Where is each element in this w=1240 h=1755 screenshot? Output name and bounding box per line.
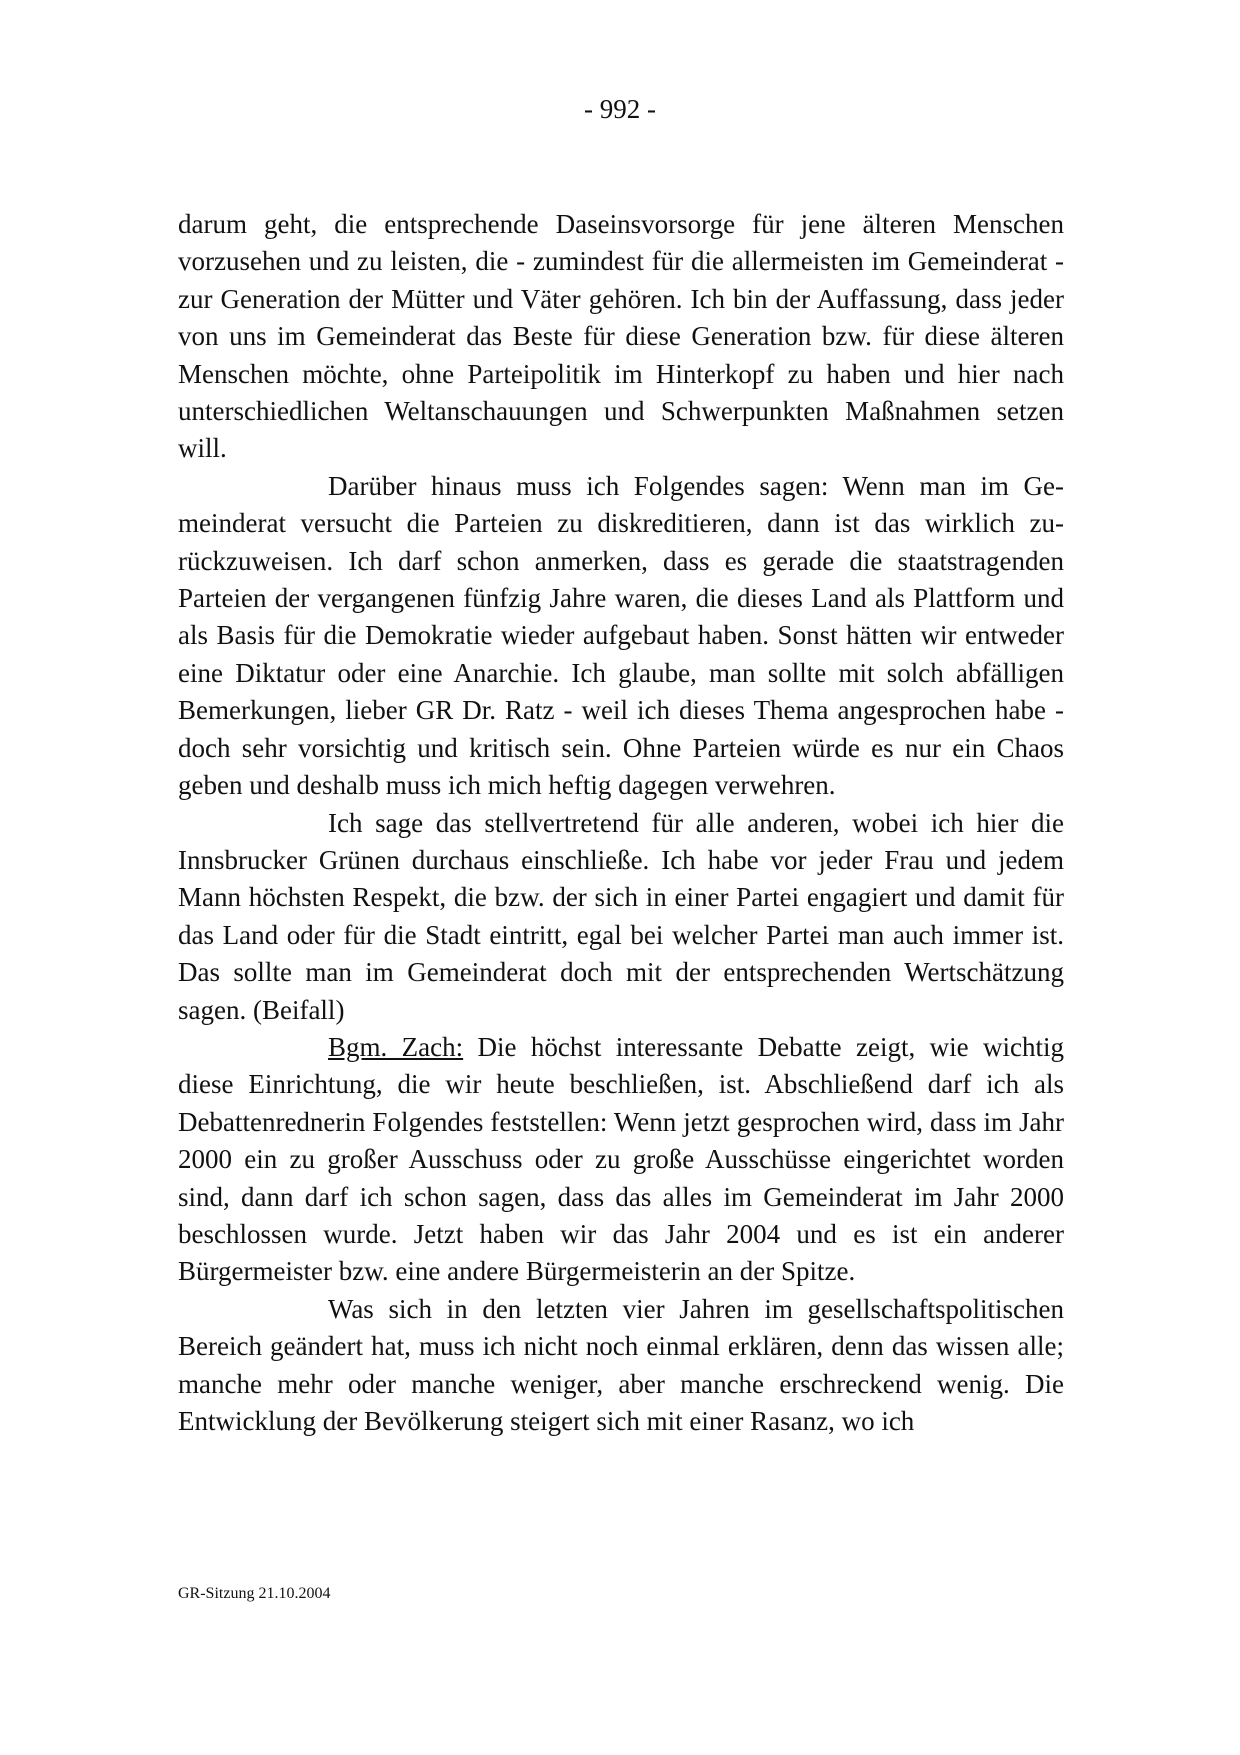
paragraph-3: Ich sage das stellvertretend für alle anderen, wobei ich hier die Innsbrucker Grünen durchaus einschließe. Ich habe vor jeder Frau und jedem Mann höchsten Respekt, die bzw. der sich in einer Partei engagiert und damit für das Land oder für die Stadt eintritt, egal bei welcher Partei man auch immer ist. Das sollte man im Gemeinderat doch mit der entsprechenden Wertschätzung sagen. (Beifall)	[178, 807, 1064, 1025]
footer-session-date: GR-Sitzung 21.10.2004	[178, 1585, 331, 1602]
paragraph-4	[178, 1029, 1064, 1291]
page-number: - 992 -	[584, 94, 656, 124]
paragraph-1: darum geht, die entsprechende Daseinsvorsorge für jene älteren Menschen vorzusehen und zu leisten, die - zumindest für die allermeisten im Gemeinderat - zur Generation der Mütter und Väter gehören. Ich bin der Auffassung, dass jeder von uns im Gemeinderat das Beste für diese Generation bzw. für diese älteren Menschen möchte, ohne Parteipolitik im Hinterkopf zu haben und hier nach unterschiedlichen Weltanschauungen und Schwerpunkten Maßnahmen setzen will.	[178, 209, 1064, 464]
paragraph-4-text: Die höchst interessante Debatte zeigt, wie wichtig diese Einrichtung, die wir heute beschließen, ist. Abschließend darf ich als Debattenrednerin Folgendes feststellen: Wenn jetzt gesprochen wird, dass im Jahr 2000 ein zu großer Ausschuss oder zu große Ausschüsse eingerichtet worden sind, dann darf ich schon sagen, dass das alles im Gemeinderat im Jahr 2000 beschlossen wurde. Jetzt haben wir das Jahr 2004 und es ist ein anderer Bürgermeister bzw. eine andere Bürgermeisterin an der Spitze.	[178, 1031, 1064, 1287]
speaker-name: Bgm. Zach:	[328, 1031, 464, 1062]
document-body	[178, 206, 1064, 1440]
paragraph-5: Was sich in den letzten vier Jahren im gesellschaftspolitischen Bereich geändert hat, muss ich nicht noch einmal erklären, denn das wissen alle; manche mehr oder manche weniger, aber manche erschreckend wenig. Die Entwicklung der Bevölkerung steigert sich mit einer Rasanz, wo ich	[178, 1293, 1064, 1436]
paragraph-2: Darüber hinaus muss ich Folgendes sagen: Wenn man im Gemeinderat versucht die Parteien zu diskreditieren, dann ist das wirklich zurückzuweisen. Ich darf schon anmerken, dass es gerade die staatstragenden Parteien der vergangenen fünfzig Jahre waren, die dieses Land als Plattform und als Basis für die Demokratie wieder aufgebaut haben. Sonst hätten wir entweder eine Diktatur oder eine Anarchie. Ich glaube, man sollte mit solch abfälligen Bemerkungen, lieber GR Dr. Ratz - weil ich dieses Thema angesprochen habe - doch sehr vorsichtig und kritisch sein. Ohne Parteien würde es nur ein Chaos geben und deshalb muss ich mich heftig dagegen verwehren.	[178, 470, 1064, 801]
